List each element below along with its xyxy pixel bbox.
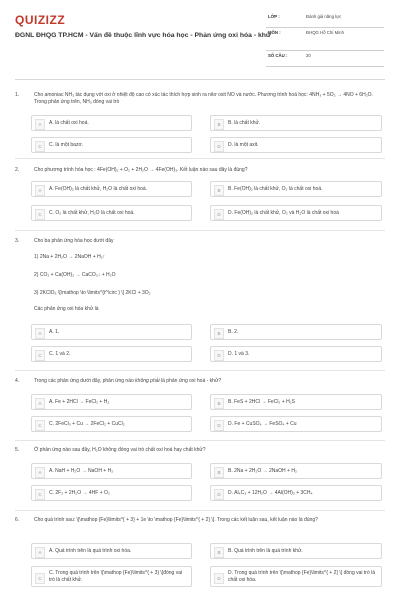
reaction-line-2: 2) CO₂ + Ca(OH)₂ → CaCO₃↓ + H₂O — [34, 272, 116, 278]
option-letter: B — [214, 119, 224, 130]
option-d[interactable] — [210, 416, 382, 432]
question-divider — [15, 370, 385, 371]
meta-value: Đánh giá năng lực — [306, 14, 342, 19]
option-text: D. Trong quá trình trên \[\mathop {Fe}\limits^{ + 2} \] đóng vai trò là chất oxi hóa. — [228, 570, 376, 583]
meta-row-count — [266, 51, 384, 67]
option-b[interactable] — [210, 543, 382, 559]
quizizz-logo: QUIZIZZ — [15, 13, 66, 27]
question-divider — [15, 440, 385, 441]
option-text: B. Quá trình trên là quá trình khử. — [228, 548, 303, 554]
option-text: C. là một bazơ. — [49, 142, 84, 148]
option-letter: D — [214, 141, 224, 152]
option-text: B. là chất khử. — [228, 120, 261, 126]
option-letter: B — [214, 398, 224, 409]
worksheet-title: ĐGNL ĐHQG TP.HCM - Vấn đề thuộc lĩnh vực hóa học - Phản ứng oxi hóa - khử — [15, 32, 271, 39]
option-text: B. Fe(OH)₂ là chất khử, O₂ là chất oxi hoá. — [228, 186, 323, 192]
meta-row-subject — [266, 28, 384, 51]
question-text-part: là phản ứng oxi hoá - khử? — [159, 378, 222, 384]
option-a[interactable] — [31, 181, 192, 197]
option-text: D. là một axit. — [228, 142, 259, 148]
question-divider — [15, 510, 385, 511]
question-text-part: Trong các phản ứng dưới đây, phản ứng nào — [34, 378, 136, 384]
option-letter: C — [35, 209, 45, 220]
option-text: A. Fe + 2HCl → FeCl₂ + H₂ — [49, 399, 110, 405]
question-text: Cho quá trình sau: \[\mathop {Fe}\limits^{ + 3} + 1e \to \mathop {Fe}\limits^{ + 2} \]. Trong các kết luận sau, kết luận nào là đúng? — [34, 517, 318, 523]
question-number: 5. — [15, 447, 20, 453]
question-text: Ở phản ứng nào sau đây, H₂O không đóng vai trò chất oxi hoá hay chất khử? — [34, 447, 206, 453]
question-text — [34, 378, 382, 385]
option-b[interactable] — [210, 463, 382, 479]
option-letter: A — [35, 398, 45, 409]
option-b[interactable] — [210, 181, 382, 197]
option-letter: C — [35, 573, 45, 584]
question-text: Cho phương trình hóa học : 4Fe(OH)₂ + O₂ + 2H₂O → 4Fe(OH)₃. Kết luận nào sau đây là đúng? — [34, 167, 248, 173]
option-letter: B — [214, 328, 224, 339]
option-text: C. 2F₂ + 2H₂O → 4HF + O₂ — [49, 490, 110, 496]
option-c[interactable] — [31, 205, 192, 221]
option-letter: C — [35, 489, 45, 500]
option-letter: D — [214, 420, 224, 431]
question-prompt: Các phản ứng oxi hóa khử là — [34, 306, 99, 312]
option-a[interactable] — [31, 394, 192, 410]
option-text: A. NaH + H₂O → NaOH + H₂ — [49, 468, 114, 474]
option-letter: D — [214, 573, 224, 584]
option-letter: A — [35, 185, 45, 196]
question-text: Cho ba phản ứng hóa học dưới đây — [34, 238, 114, 244]
meta-key: LỚP : — [268, 14, 280, 19]
option-c[interactable] — [31, 485, 192, 501]
option-d[interactable] — [210, 205, 382, 221]
option-text: D. Fe(OH)₂ là chất khử, O₂ và H₂O là chất oxi hoá — [228, 210, 339, 216]
question-number: 1. — [15, 92, 20, 98]
option-text: C. 1 và 2. — [49, 351, 71, 357]
option-a[interactable] — [31, 324, 192, 340]
option-letter: D — [214, 350, 224, 361]
option-text: A. 1. — [49, 329, 60, 335]
option-text: B. 2Na + 2H₂O → 2NaOH + H₂ — [228, 468, 297, 474]
option-text: C. Trong quá trình trên \[\mathop {Fe}\limits^{ + 3} \]đóng vai trò là chất khử. — [49, 570, 183, 583]
meta-value: 20 — [306, 53, 311, 58]
option-d[interactable] — [210, 485, 382, 501]
question-number: 6. — [15, 517, 20, 523]
meta-key: SỐ CÂU : — [268, 53, 288, 58]
option-b[interactable] — [210, 394, 382, 410]
option-c[interactable] — [31, 137, 192, 153]
option-letter: C — [35, 420, 45, 431]
question-number: 3. — [15, 238, 20, 244]
option-letter: A — [35, 467, 45, 478]
option-b[interactable] — [210, 324, 382, 340]
option-letter: D — [214, 209, 224, 220]
meta-key: MÔN : — [268, 30, 281, 35]
option-b[interactable] — [210, 115, 382, 131]
option-d[interactable] — [210, 566, 382, 587]
option-text: B. 2. — [228, 329, 239, 335]
question-text: Cho amoniac NH₃ tác dụng với oxi ở nhiệt độ cao có xúc tác thích hợp sinh ra nitơ oxit NO và nước. Phương trình hoá học: 4NH₃ + 5O₂ → 4NO + 6H₂O. Trong phản ứng trên, NH₃ đóng vai trò — [34, 92, 373, 106]
reaction-line-1: 1) 2Na + 2H₂O → 2NaOH + H₂↑ — [34, 254, 106, 260]
option-letter: A — [35, 547, 45, 558]
option-d[interactable] — [210, 137, 382, 153]
option-letter: A — [35, 119, 45, 130]
option-c[interactable] — [31, 346, 192, 362]
worksheet-header — [0, 0, 400, 76]
option-c[interactable] — [31, 416, 192, 432]
option-letter: B — [214, 185, 224, 196]
option-text: B. FeS + 2HCl → FeCl₂ + H₂S — [228, 399, 295, 405]
question-text-emphasis: không phải — [135, 378, 160, 384]
option-text: D. Fe + CuSO₄ → FeSO₄ + Cu — [228, 421, 297, 427]
question-divider — [15, 230, 385, 231]
reaction-line-3: 3) 2KClO₃ \[\mathop \to \limits^{t^\circ } \] 2KCl + 3O₂ — [34, 290, 151, 296]
option-d[interactable] — [210, 346, 382, 362]
option-letter: C — [35, 141, 45, 152]
option-letter: A — [35, 328, 45, 339]
option-a[interactable] — [31, 463, 192, 479]
meta-row-class — [266, 12, 384, 28]
option-c[interactable] — [31, 566, 192, 587]
option-letter: B — [214, 547, 224, 558]
option-text: C. 2FeCl₃ + Cu → 2FeCl₂ + CuCl₂ — [49, 421, 125, 427]
meta-table — [266, 12, 384, 67]
option-text: D. Al₄C₃ + 12H₂O → 4Al(OH)₃ + 3CH₄ — [228, 490, 313, 496]
option-letter: B — [214, 467, 224, 478]
option-text: C. O₂ là chất khử, H₂O là chất oxi hoá. — [49, 210, 135, 216]
header-divider — [15, 79, 385, 80]
option-letter: C — [35, 350, 45, 361]
option-text: D. 1 và 3. — [228, 351, 250, 357]
question-divider — [15, 158, 385, 159]
question-number: 4. — [15, 378, 20, 384]
option-a[interactable] — [31, 543, 192, 559]
question-number: 2. — [15, 167, 20, 173]
option-text: A. Fe(OH)₂ là chất khử, H₂O là chất oxi hoá. — [49, 186, 148, 192]
option-text: A. là chất oxi hoá. — [49, 120, 89, 126]
option-a[interactable] — [31, 115, 192, 131]
option-text: A. Quá trình trên là quá trình oxi hóa. — [49, 548, 132, 554]
meta-value: ĐHQG Hồ Chí Minh — [306, 30, 344, 35]
option-letter: D — [214, 489, 224, 500]
